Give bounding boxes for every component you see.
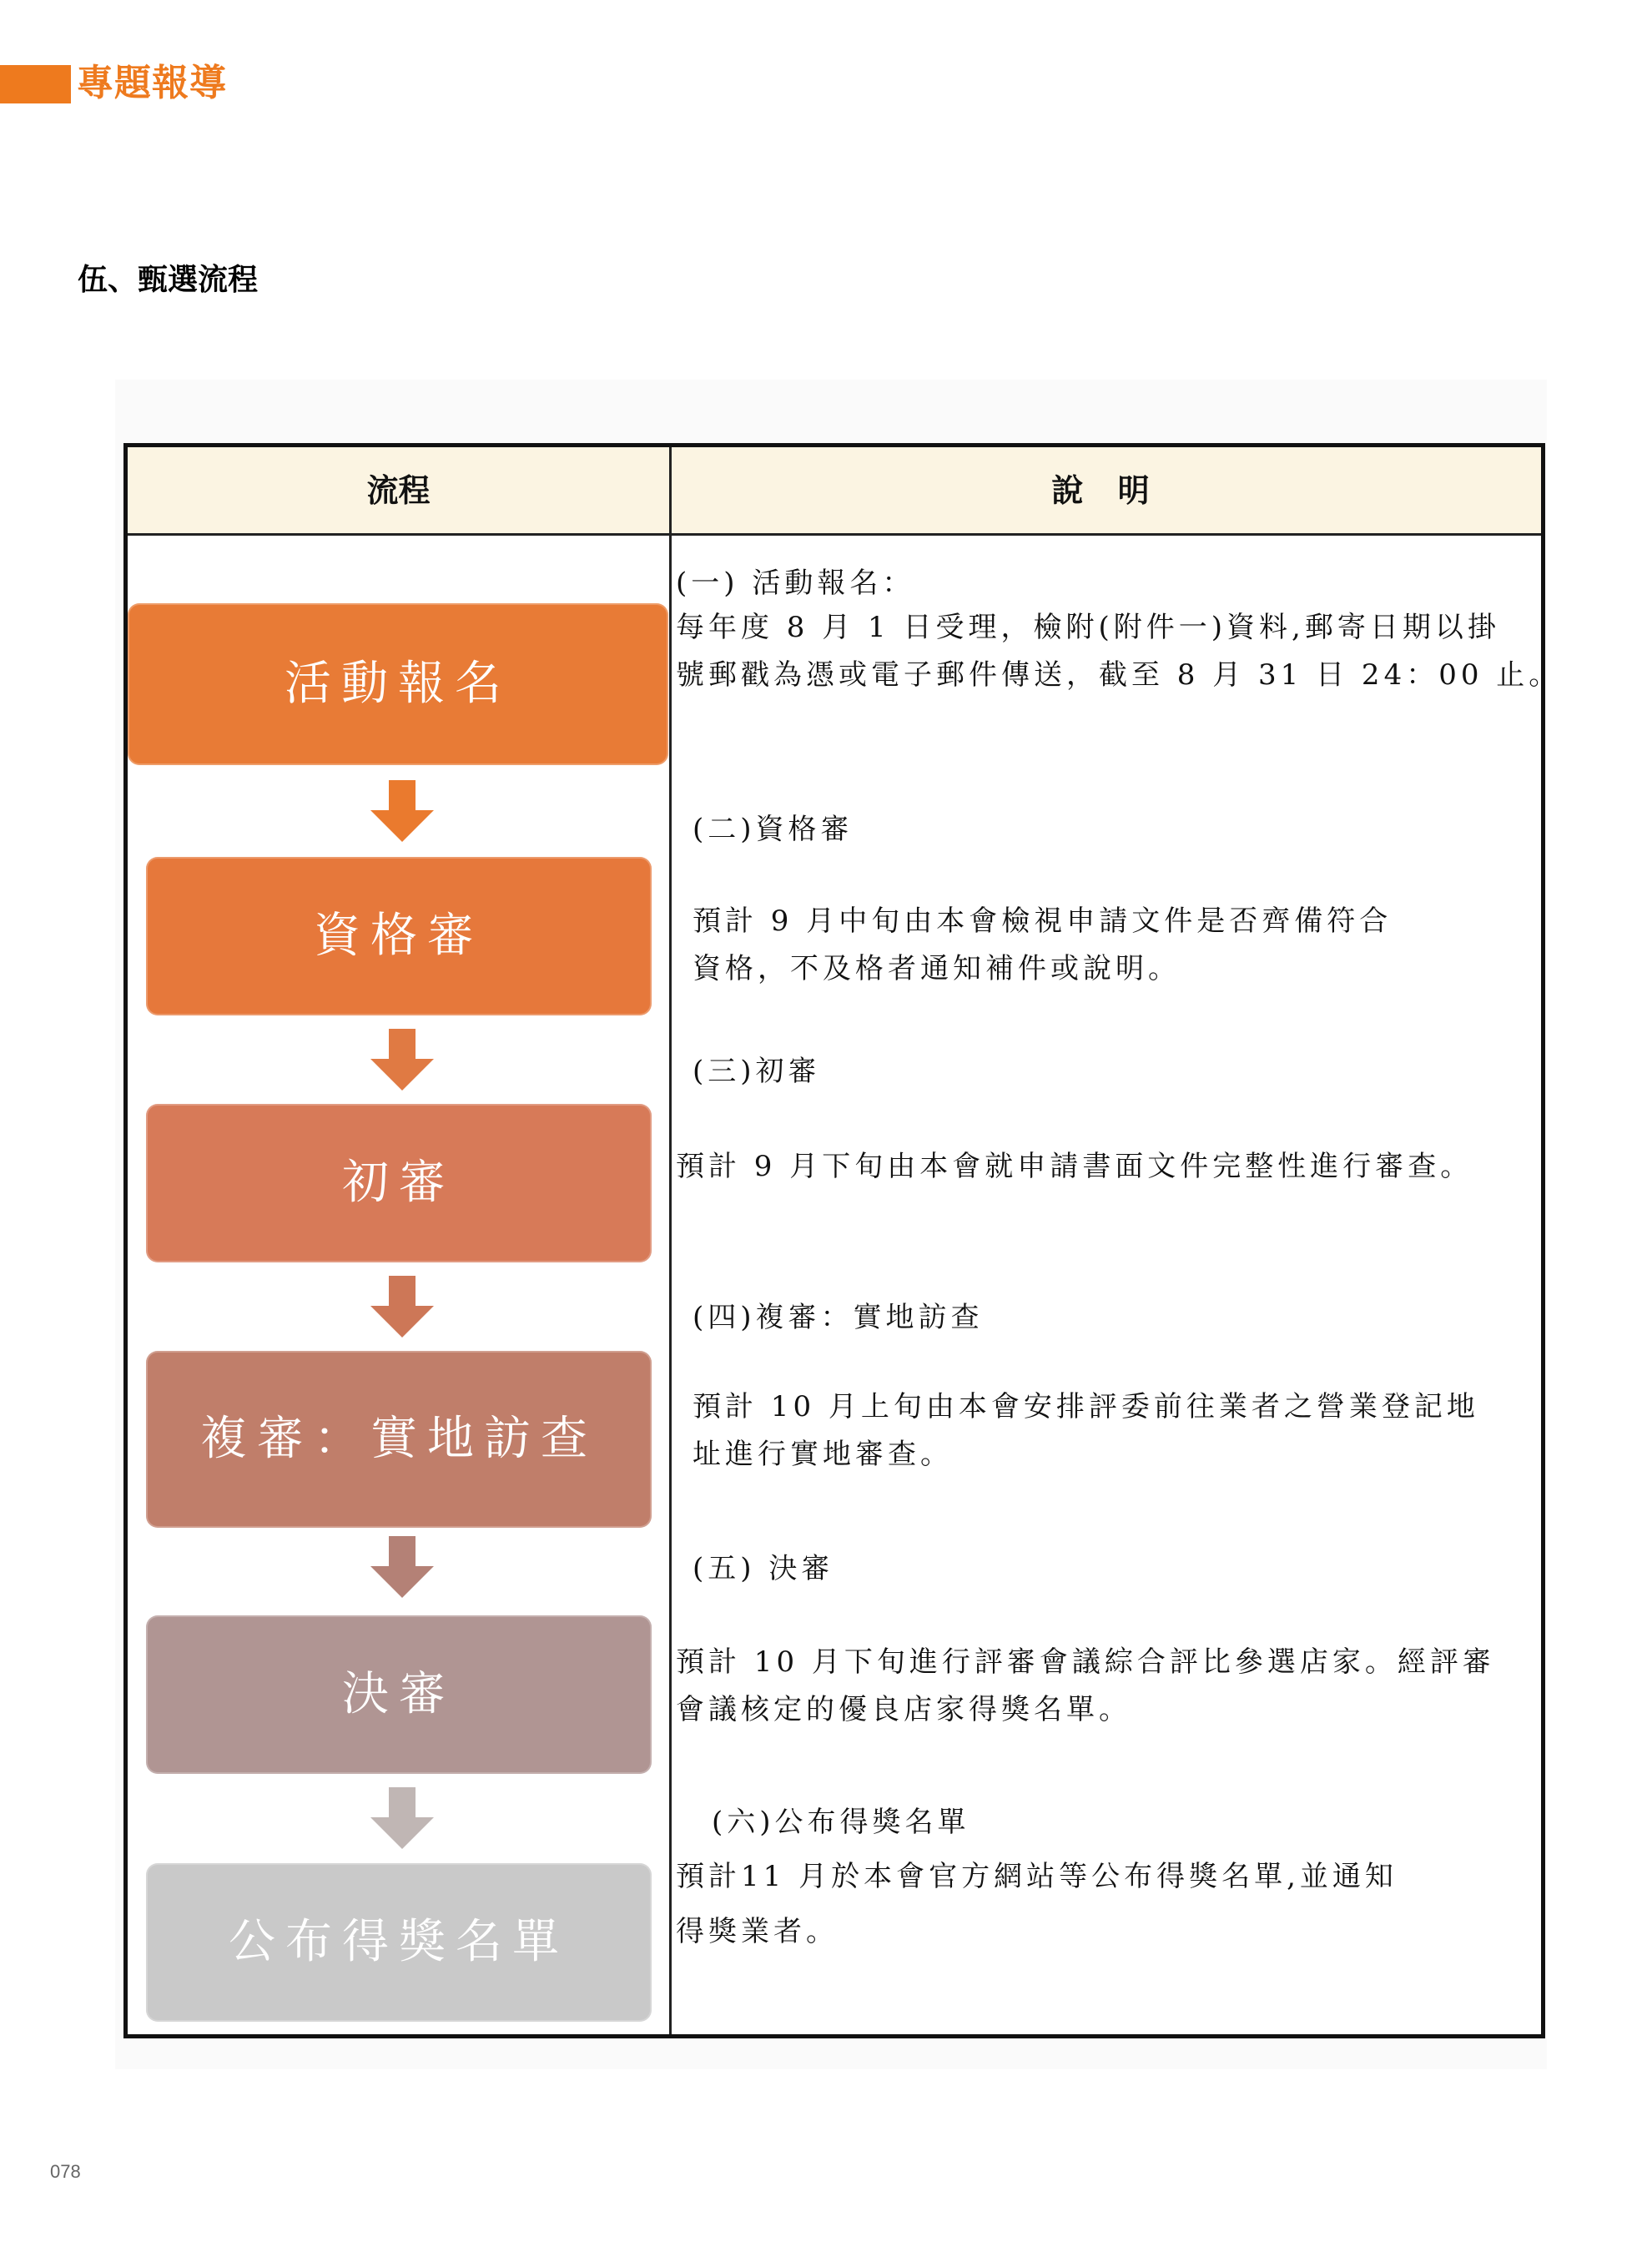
step-box: 複審：實地訪查	[146, 1351, 652, 1528]
description-heading: (四)複審：實地訪查	[693, 1301, 984, 1334]
section-title: 伍、甄選流程	[78, 263, 259, 297]
description-text: 預計 9 月下旬由本會就申請書面文件完整性進行審查。	[676, 1150, 1473, 1183]
description-text: 每年度 8 月 1 日受理，檢附(附件一)資料,郵寄日期以掛 號郵戳為憑或電子郵件傳送，截至 8 月 31 日 24：00 止。	[676, 611, 1562, 692]
description-text: 預計 10 月下旬進行評審會議綜合評比參選店家。經評審 會議核定的優良店家得獎名單。	[676, 1645, 1495, 1726]
page-number: 078	[50, 2161, 81, 2182]
description-heading: (二)資格審	[693, 813, 854, 846]
header-accent-bar	[0, 65, 71, 103]
description-heading: (三)初審	[693, 1055, 821, 1088]
down-arrow-icon	[370, 1787, 434, 1849]
column-divider	[669, 447, 672, 2034]
selection-process-table	[123, 443, 1562, 2038]
step-box: 初審	[146, 1104, 652, 1262]
description-text: 預計11 月於本會官方網站等公布得獎名單,並通知 得獎業者。	[676, 1860, 1398, 1948]
description-text: 預計 9 月中旬由本會檢視申請文件是否齊備符合 資格，不及格者通知補件或說明。	[693, 904, 1393, 985]
step-box: 活動報名	[128, 603, 668, 765]
header-description: 說 明	[1051, 471, 1161, 509]
step-box: 公布得獎名單	[146, 1863, 652, 2022]
description-heading: (五) 決審	[693, 1552, 834, 1585]
description-heading: (一) 活動報名：	[676, 567, 915, 600]
step-box: 決審	[146, 1615, 652, 1774]
down-arrow-icon	[370, 1029, 434, 1091]
page-header-title: 專題報導	[77, 62, 227, 104]
step-box: 資格審	[146, 857, 652, 1015]
description-heading: (六)公布得獎名單	[712, 1806, 970, 1839]
header-flow: 流程	[366, 471, 431, 509]
description-text: 預計 10 月上旬由本會安排評委前往業者之營業登記地 址進行實地審查。	[693, 1390, 1479, 1471]
down-arrow-icon	[370, 1536, 434, 1598]
down-arrow-icon	[370, 1276, 434, 1338]
down-arrow-icon	[370, 780, 434, 842]
